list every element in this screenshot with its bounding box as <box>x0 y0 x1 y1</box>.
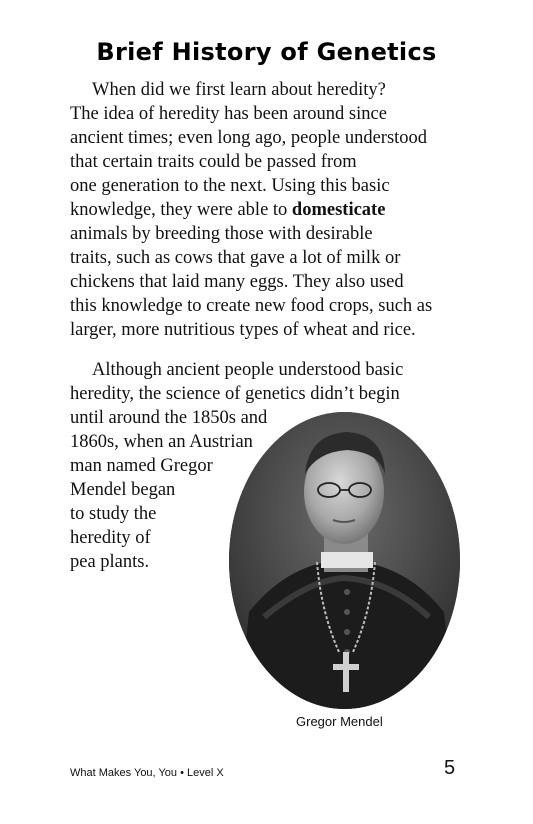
page-number: 5 <box>444 757 456 779</box>
paragraph-line: heredity, the science of genetics didn’t begin <box>70 384 400 404</box>
paragraph-line-text: knowledge, they were able to <box>70 200 288 220</box>
paragraph-line: 1860s, when an Austrian <box>70 432 253 452</box>
paragraph-line: until around the 1850s and <box>70 408 268 428</box>
paragraph-line: that certain traits could be passed from <box>70 152 357 172</box>
paragraph-line: one generation to the next. Using this basic <box>70 176 390 196</box>
footer-book-title: What Makes You, You • Level X <box>70 767 224 779</box>
photo-caption: Gregor Mendel <box>296 714 383 729</box>
paragraph-line: The idea of heredity has been around since <box>70 104 387 124</box>
paragraph-line: Mendel began <box>70 480 176 500</box>
paragraph-line: Although ancient people understood basic <box>92 360 404 380</box>
paragraph-line: to study the <box>70 504 157 524</box>
paragraph-line: larger, more nutritious types of wheat and rice. <box>70 320 416 340</box>
paragraph-line <box>70 198 385 222</box>
paragraph-line: man named Gregor <box>70 456 213 476</box>
portrait-illustration <box>229 412 460 709</box>
portrait-photo <box>229 412 460 709</box>
bold-keyword: domesticate <box>291 200 386 220</box>
paragraph-line: this knowledge to create new food crops, such as <box>70 296 433 316</box>
paragraph-line: heredity of <box>70 528 151 548</box>
paragraph-line: pea plants. <box>70 552 150 572</box>
paragraph-line: animals by breeding those with desirable <box>70 224 373 244</box>
paragraph-line: When did we first learn about heredity? <box>92 80 386 100</box>
page-title: Brief History of Genetics <box>96 38 437 66</box>
paragraph-line: traits, such as cows that gave a lot of milk or <box>70 248 401 268</box>
paragraph-line: ancient times; even long ago, people understood <box>70 128 428 148</box>
paragraph-line: chickens that laid many eggs. They also used <box>70 272 404 292</box>
